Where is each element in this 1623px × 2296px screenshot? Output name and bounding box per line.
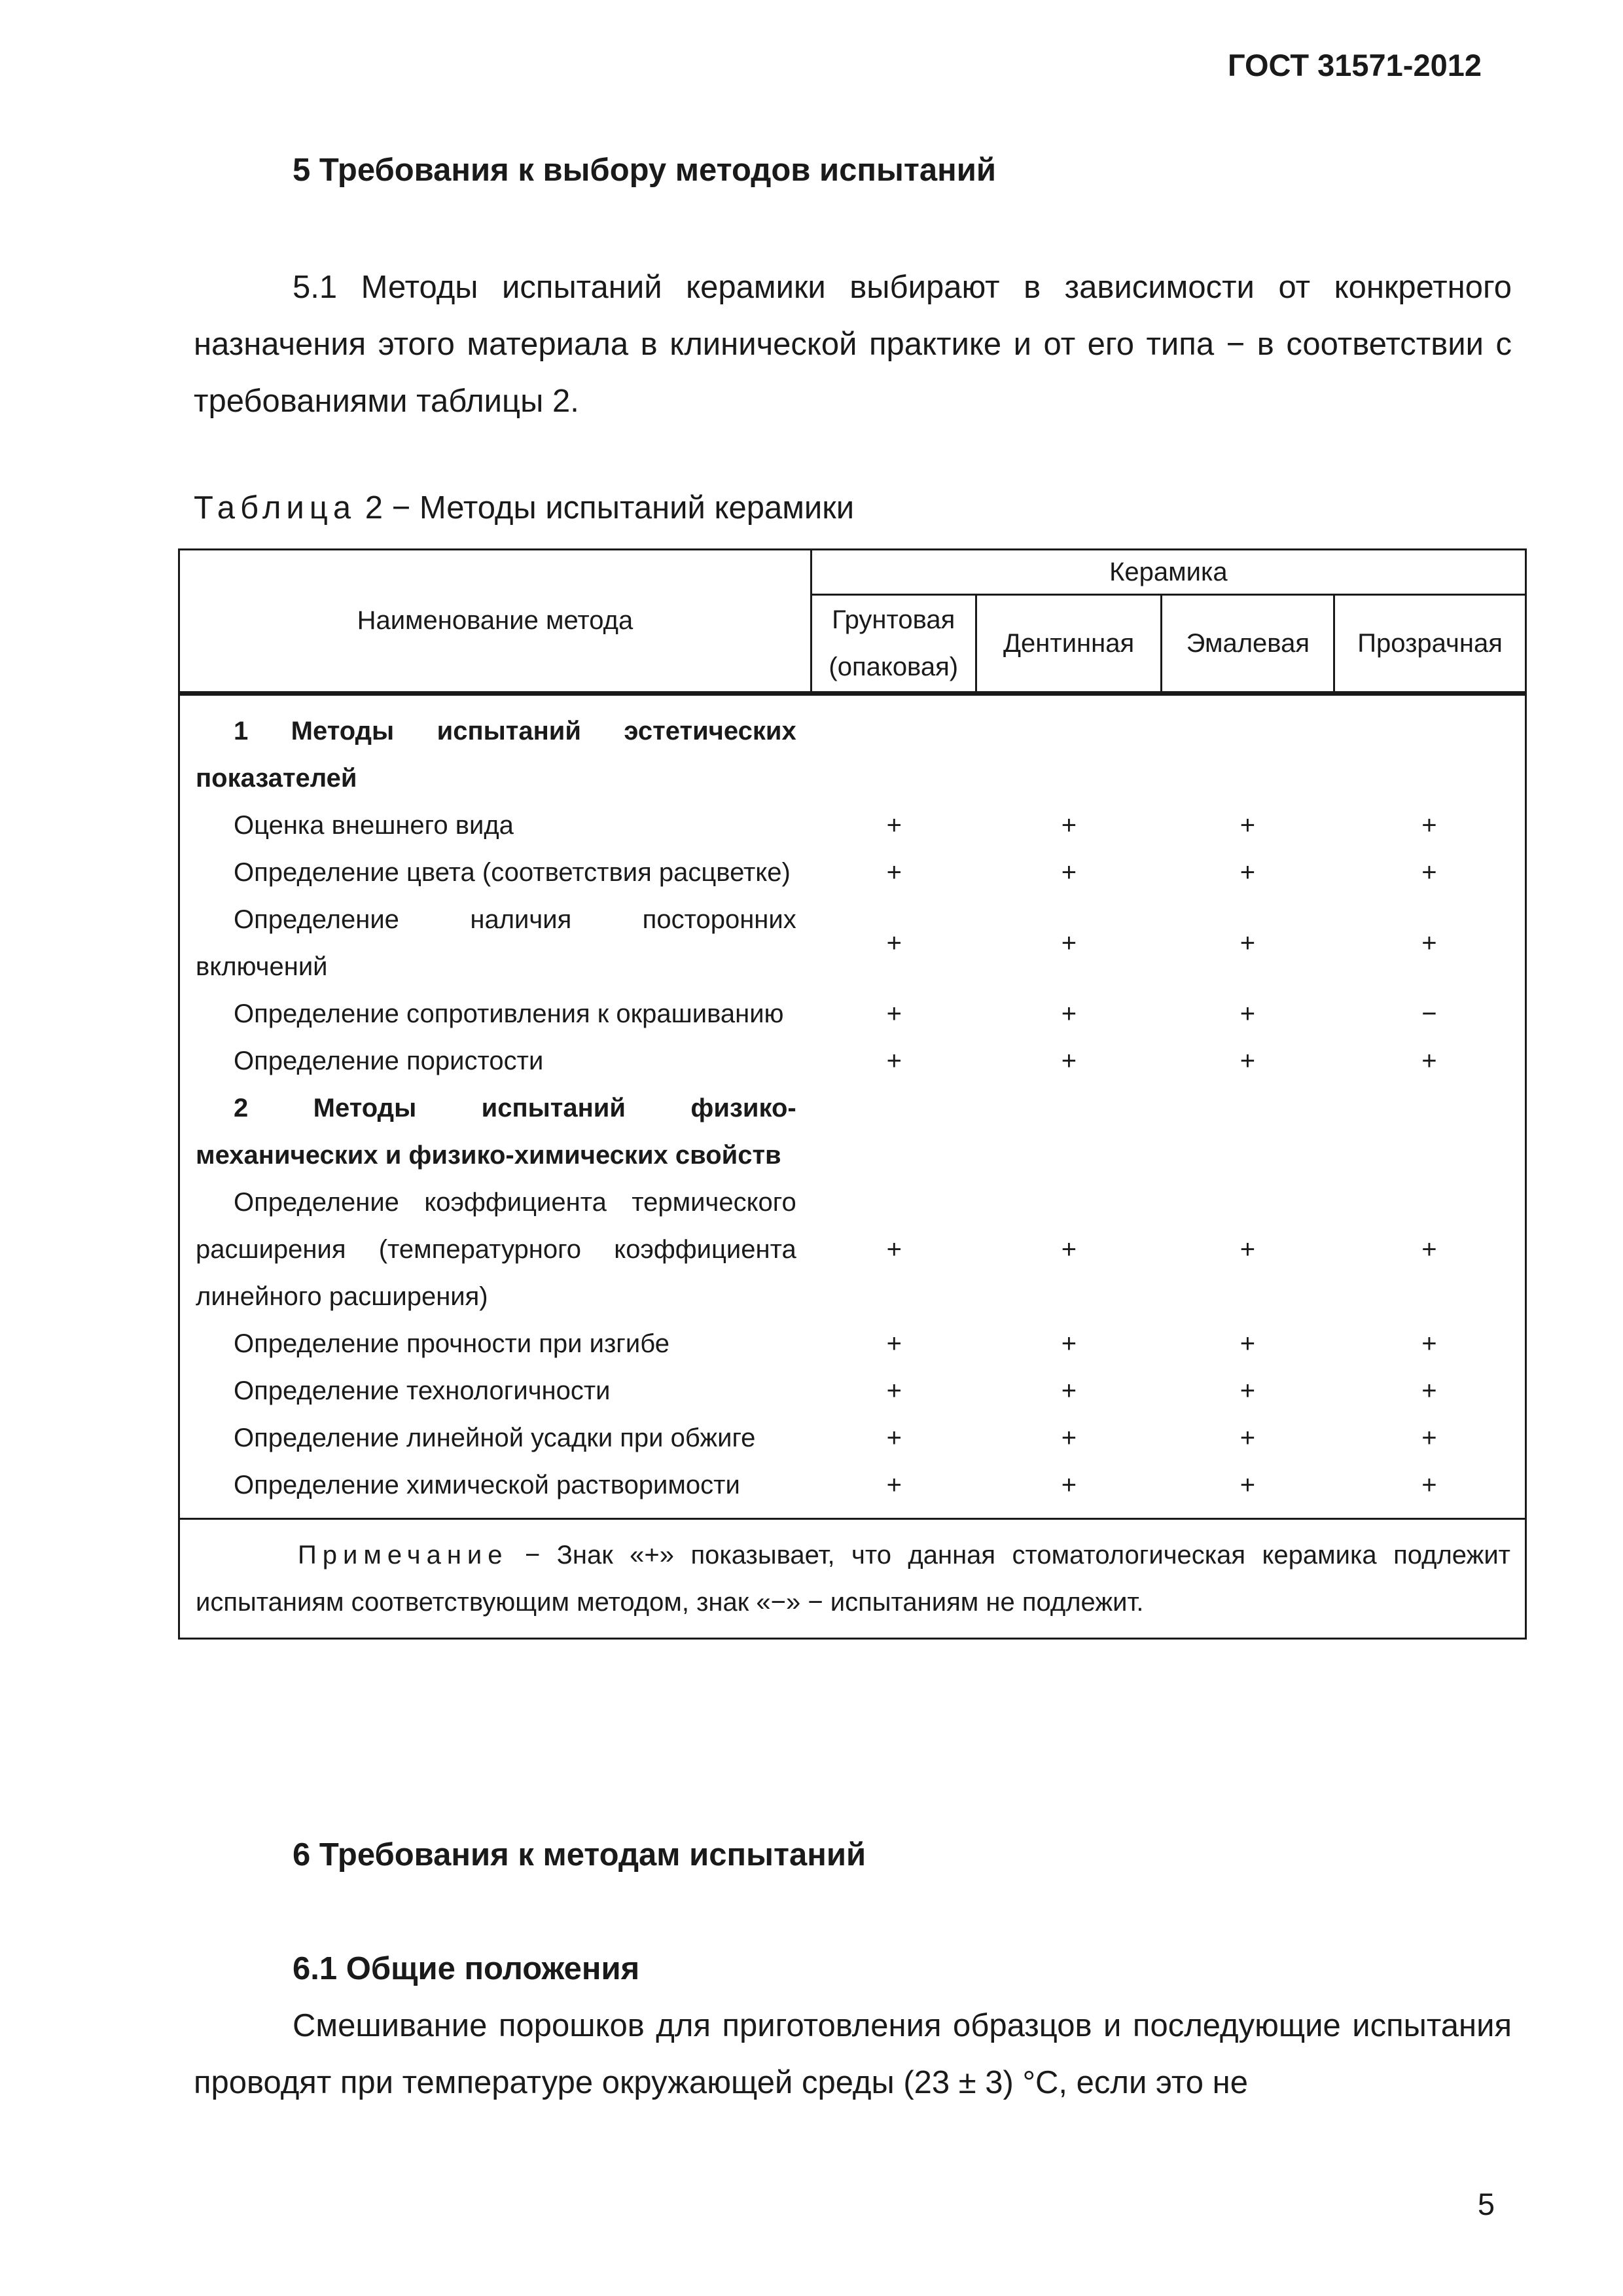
mark-cell: + — [886, 1424, 902, 1452]
mark-cell — [1334, 1085, 1525, 1179]
mark-cell — [976, 1085, 1162, 1179]
table-row — [180, 990, 1525, 1037]
mark-cell — [812, 708, 976, 802]
mark-cell: + — [1240, 1047, 1256, 1075]
mark-cell: + — [886, 929, 902, 958]
table-row — [180, 896, 1525, 990]
group-heading: 2 Методы испытаний физико-механических и физико-химических свойств — [196, 1094, 796, 1170]
mark-cell: + — [1421, 811, 1437, 840]
header-ceramics-group: Керамика — [811, 550, 1525, 595]
table-caption — [194, 490, 854, 526]
method-name: Определение химической растворимости — [234, 1471, 740, 1499]
mark-cell: + — [1240, 1471, 1256, 1499]
method-name: Определение прочности при изгибе — [234, 1329, 669, 1358]
table-row — [180, 708, 1525, 802]
table-body — [179, 694, 1526, 1519]
table-row — [180, 1085, 1525, 1179]
mark-cell: + — [1421, 1235, 1437, 1264]
mark-cell: + — [1421, 1376, 1437, 1405]
mark-cell: + — [886, 1047, 902, 1075]
mark-cell: + — [1240, 1235, 1256, 1264]
mark-cell: + — [1240, 929, 1256, 958]
method-name: Определение технологичности — [234, 1376, 611, 1405]
mark-cell — [976, 708, 1162, 802]
section-6-1-paragraph: Смешивание порошков для приготовления образцов и последующие испытания проводят при температуре окружающей среды (23 ± 3) °С, если это не — [194, 2008, 1512, 2100]
mark-cell: + — [1061, 1329, 1077, 1358]
mark-cell: + — [1240, 858, 1256, 887]
mark-cell: + — [1061, 1376, 1077, 1405]
method-name: Определение пористости — [234, 1047, 544, 1075]
mark-cell: + — [1421, 1424, 1437, 1452]
section-5-title: 5 Требования к выбору методов испытаний — [293, 152, 996, 188]
section-5-paragraph: 5.1 Методы испытаний керамики выбирают в зависимости от конкретного назначения этого материала в клинической практике и от его типа − в соответствии с требованиями таблицы 2. — [194, 270, 1512, 419]
mark-cell: + — [1421, 1471, 1437, 1499]
mark-cell: + — [1061, 811, 1077, 840]
header-col-3: Эмалевая — [1162, 595, 1334, 694]
mark-cell — [1334, 708, 1525, 802]
mark-cell: + — [1061, 1047, 1077, 1075]
mark-cell: + — [1240, 1376, 1256, 1405]
method-name: Определение цвета (соответствия расцветке) — [234, 858, 791, 887]
mark-cell: + — [886, 1329, 902, 1358]
mark-cell — [812, 1085, 976, 1179]
mark-cell: − — [1421, 999, 1437, 1028]
table-row — [180, 1179, 1525, 1320]
mark-cell: + — [886, 999, 902, 1028]
table-row — [180, 1367, 1525, 1414]
mark-cell: + — [1240, 811, 1256, 840]
table-row — [180, 849, 1525, 896]
group-heading: 1 Методы испытаний эстетических показателей — [196, 717, 796, 793]
mark-cell: + — [1061, 858, 1077, 887]
mark-cell: + — [1421, 929, 1437, 958]
note-word: Примечание — [298, 1541, 508, 1570]
note-text: − Знак «+» показывает, что данная стоматологическая керамика подлежит испытаниям соответствующим методом, знак «−» − испытаниям не подлежит. — [196, 1541, 1510, 1617]
header-col-1: Грунтовая (опаковая) — [811, 595, 976, 694]
page-number: 5 — [1477, 2187, 1495, 2221]
header-col-4: Прозрачная — [1334, 595, 1526, 694]
method-name: Определение коэффициента термического расширения (температурного коэффициента линейного расширения) — [196, 1188, 796, 1311]
mark-cell: + — [886, 811, 902, 840]
mark-cell: + — [1240, 1424, 1256, 1452]
section-6-title: 6 Требования к методам испытаний — [293, 1837, 866, 1873]
method-name: Определение наличия посторонних включений — [196, 905, 796, 981]
mark-cell: + — [886, 1376, 902, 1405]
method-name: Определение линейной усадки при обжиге — [234, 1424, 756, 1452]
header-col-2: Дентинная — [976, 595, 1162, 694]
method-name: Оценка внешнего вида — [234, 811, 514, 840]
section-6-1-title: 6.1 Общие положения — [293, 1951, 640, 1986]
table-note — [179, 1519, 1526, 1639]
table-row — [180, 1320, 1525, 1367]
mark-cell: + — [1061, 929, 1077, 958]
table-row — [180, 802, 1525, 849]
mark-cell: + — [1061, 1235, 1077, 1264]
header-method-name: Наименование метода — [179, 550, 812, 694]
mark-cell: + — [1240, 999, 1256, 1028]
mark-cell — [1162, 1085, 1334, 1179]
mark-cell: + — [1061, 1424, 1077, 1452]
mark-cell: + — [886, 858, 902, 887]
table-rows — [180, 708, 1525, 1509]
mark-cell: + — [1061, 999, 1077, 1028]
mark-cell: + — [1421, 1047, 1437, 1075]
mark-cell: + — [1240, 1329, 1256, 1358]
table-caption-text: 2 − Методы испытаний керамики — [356, 490, 855, 526]
mark-cell: + — [886, 1235, 902, 1264]
mark-cell: + — [886, 1471, 902, 1499]
table-caption-word: Таблица — [194, 490, 357, 526]
method-name: Определение сопротивления к окрашиванию — [234, 999, 784, 1028]
table-row — [180, 1462, 1525, 1509]
mark-cell: + — [1421, 1329, 1437, 1358]
standard-designation: ГОСТ 31571-2012 — [1227, 48, 1482, 82]
mark-cell — [1162, 708, 1334, 802]
mark-cell: + — [1421, 858, 1437, 887]
table-row — [180, 1037, 1525, 1085]
mark-cell: + — [1061, 1471, 1077, 1499]
table-row — [180, 1414, 1525, 1462]
methods-table — [178, 548, 1527, 1640]
